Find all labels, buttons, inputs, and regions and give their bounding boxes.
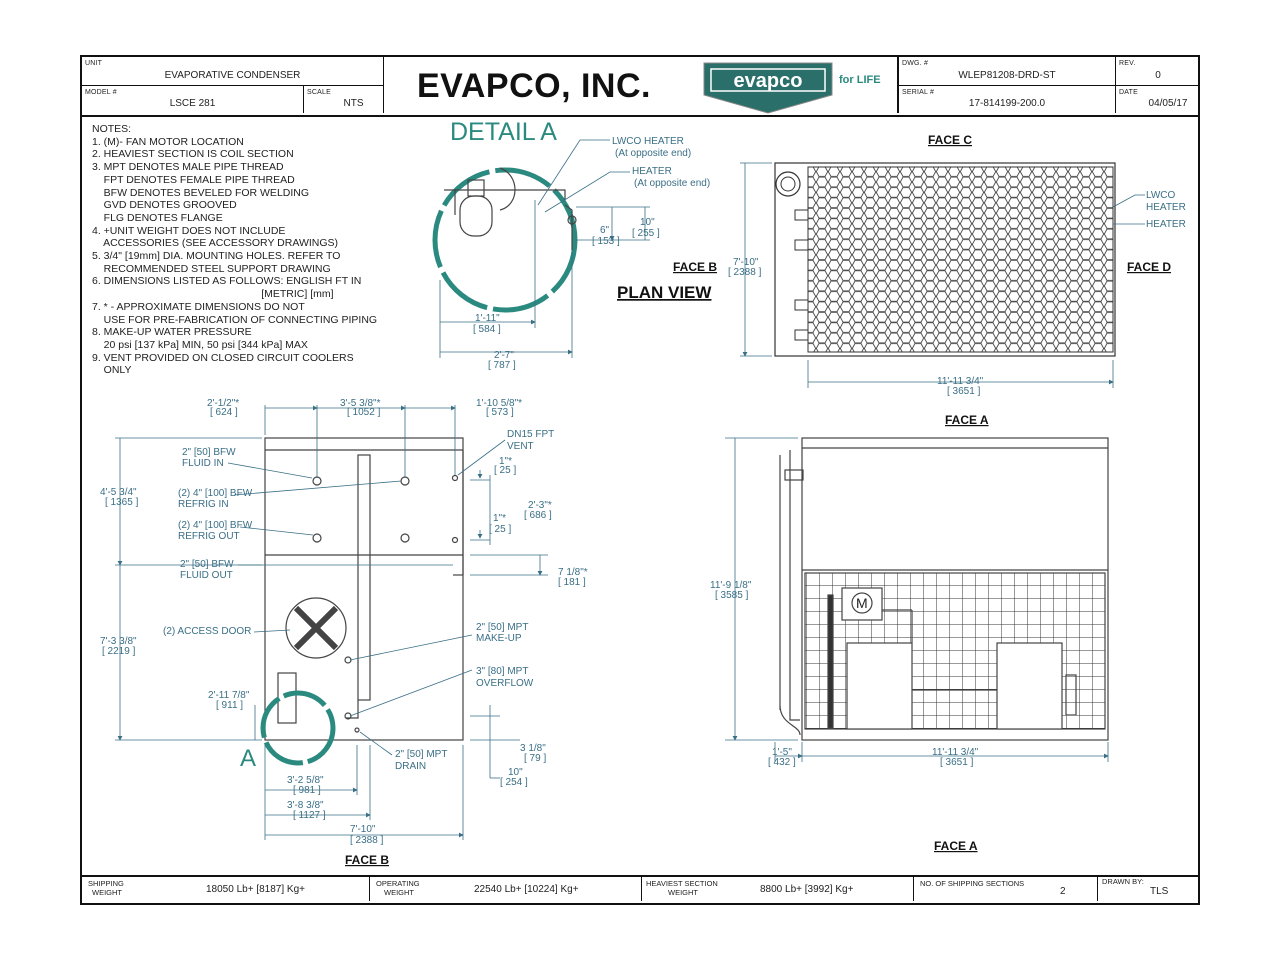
op-value: 22540 Lb+ [10224] Kg+ xyxy=(474,884,579,895)
fb-dim-1a: 1"* xyxy=(499,456,513,467)
fb-dim-3-8: 3'-8 3/8" xyxy=(287,800,324,811)
dim-6-mm: [ 153 ] xyxy=(592,236,620,247)
fb-dim-10: 10" xyxy=(508,767,523,778)
detail-a-title: DETAIL A xyxy=(450,118,557,146)
lwco-heater-label: LWCO HEATER xyxy=(612,136,684,147)
fa-dim-11-9-mm: [ 3585 ] xyxy=(715,590,749,601)
fb-dim-top3: 1'-10 5/8"* xyxy=(476,398,523,409)
fb-dim-4-5: 4'-5 3/4" xyxy=(100,487,137,498)
fa-dim-1-5-mm: [ 432 ] xyxy=(768,757,796,768)
fb-dim-7-1-8-mm: [ 181 ] xyxy=(558,577,586,588)
fb-dim-1b: 1"* xyxy=(493,513,507,524)
overflow-label-2: OVERFLOW xyxy=(476,678,534,689)
lwco-heater-sub: (At opposite end) xyxy=(615,148,692,159)
rev-value: 0 xyxy=(1155,70,1161,81)
vent-label-2: VENT xyxy=(507,441,534,452)
fb-dim-top1-mm: [ 624 ] xyxy=(210,407,238,418)
face-a-title: FACE A xyxy=(934,839,978,853)
model-value: LSCE 281 xyxy=(169,98,216,109)
heater-sub: (At opposite end) xyxy=(634,178,711,189)
drain-label: 2" [50] MPT xyxy=(395,749,448,760)
face-b-title: FACE B xyxy=(345,853,390,867)
serial-value: 17-814199-200.0 xyxy=(968,98,1046,109)
fb-dim-top2: 3'-5 3/8"* xyxy=(340,398,381,409)
scale-label: SCALE xyxy=(307,89,331,96)
fb-dim-3-8-mm: [ 1127 ] xyxy=(293,810,326,821)
fa-dim-11-9: 11'-9 1/8" xyxy=(710,580,752,591)
plan-view-title: PLAN VIEW xyxy=(617,283,712,302)
dim-2-7: 2'-7" xyxy=(494,350,514,361)
fb-dim-3-1-8: 3 1/8" xyxy=(520,743,546,754)
drawn-label: DRAWN BY: xyxy=(1102,877,1144,886)
fb-dim-7-3-mm: [ 2219 ] xyxy=(102,646,136,657)
fluid-out-label-2: FLUID OUT xyxy=(180,570,233,581)
dim-6: 6" xyxy=(600,225,610,236)
dim-1-11: 1'-11" xyxy=(475,313,500,324)
refrig-out-label-2: REFRIG OUT xyxy=(178,531,240,542)
notes-block: NOTES: 1. (M)- FAN MOTOR LOCATION 2. HEAVIEST SECTION IS COIL SECTION 3. MPT DENOTES MALE PIPE THREAD FPT DENOTES FEMALE PIPE THREAD BFW DENOTES BEVELED FOR WELDING GVD DENOTES GROOVED FLG DENOTES FLANGE 4. +UNIT WEIGHT DOES NOT INCLUDE ACCESSORIES (SEE ACCESSORY DRAWINGS) 5. 3/4" [19mm] DIA. MOUNTING HOLES. REFER TO RECOMMENDED STEEL SUPPORT DRAWING 6. DIMENSIONS LISTED AS FOLLOWS: ENGLISH FT IN [METRIC] [mm] 7. * - APPROXIMATE DIMENSIONS DO NOT USE FOR PRE-FABRICATION OF CONNECTING PIPING 8. MAKE-UP WATER PRESSURE 20 psi [137 kPa] MIN, 50 psi [344 kPa] MAX 9. VENT PROVIDED ON CLOSED CIRCUIT COOLERS ONLY xyxy=(92,123,378,377)
dim-1-11-mm: [ 584 ] xyxy=(473,324,501,335)
fb-dim-7-10: 7'-10" xyxy=(350,824,376,835)
face-b-view xyxy=(100,398,588,867)
heavy-label-2: WEIGHT xyxy=(668,888,698,897)
fb-dim-1a-mm: [ 25 ] xyxy=(494,465,517,476)
motor-marker: M xyxy=(856,595,868,611)
logo-text: evapco xyxy=(733,70,803,92)
dwg-label: DWG. # xyxy=(902,60,929,67)
makeup-label: 2" [50] MPT xyxy=(476,622,529,633)
fluid-in-label-2: FLUID IN xyxy=(182,458,224,469)
date-label: DATE xyxy=(1119,89,1138,96)
fb-dim-2-11: 2'-11 7/8" xyxy=(208,690,250,701)
fb-dim-2-3: 2'-3"* xyxy=(528,500,552,511)
ship-value: 18050 Lb+ [8187] Kg+ xyxy=(206,884,305,895)
fb-dim-3-2-mm: [ 981 ] xyxy=(293,785,321,796)
company-name: EVAPCO, INC. xyxy=(417,67,651,105)
fb-dim-7-10-mm: [ 2388 ] xyxy=(350,835,384,846)
model-label: MODEL # xyxy=(85,89,117,96)
heavy-value: 8800 Lb+ [3992] Kg+ xyxy=(760,884,854,895)
fa-dim-11-11-mm: [ 3651 ] xyxy=(940,757,974,768)
fa-dim-1-5: 1'-5" xyxy=(772,747,792,758)
plan-face-c: FACE C xyxy=(928,133,973,147)
refrig-out-label: (2) 4" [100] BFW xyxy=(178,520,253,531)
dwg-value: WLEP81208-DRD-ST xyxy=(958,70,1056,81)
fb-dim-1b-mm: [ 25 ] xyxy=(489,524,512,535)
unit-label: UNIT xyxy=(85,60,103,67)
fb-dim-top2-mm: [ 1052 ] xyxy=(347,407,381,418)
face-a-view xyxy=(710,438,1108,853)
serial-label: SERIAL # xyxy=(902,89,935,96)
fluid-out-label: 2" [50] BFW xyxy=(180,559,234,570)
sections-label: NO. OF SHIPPING SECTIONS xyxy=(920,879,1025,888)
fa-dim-11-11: 11'-11 3/4" xyxy=(932,747,979,758)
op-label-1: OPERATING xyxy=(376,879,420,888)
fluid-in-label: 2" [50] BFW xyxy=(182,447,236,458)
fb-dim-top3-mm: [ 573 ] xyxy=(486,407,514,418)
dim-10: 10" xyxy=(640,217,655,228)
op-label-2: WEIGHT xyxy=(384,888,414,897)
vent-label: DN15 FPT xyxy=(507,429,555,440)
sections-value: 2 xyxy=(1060,886,1066,897)
ship-label-1: SHIPPING xyxy=(88,879,124,888)
access-door-label: (2) ACCESS DOOR xyxy=(163,626,252,637)
detail-a xyxy=(435,118,710,371)
scale-value: NTS xyxy=(343,98,364,109)
fb-dim-2-3-mm: [ 686 ] xyxy=(524,510,552,521)
fb-dim-3-1-8-mm: [ 79 ] xyxy=(524,753,547,764)
face-b-marker: A xyxy=(240,745,257,772)
plan-face-b: FACE B xyxy=(673,260,718,274)
plan-lwco: LWCO xyxy=(1146,190,1176,201)
heater-label: HEATER xyxy=(632,166,672,177)
overflow-label: 3" [80] MPT xyxy=(476,666,529,677)
fb-dim-10-mm: [ 254 ] xyxy=(500,777,528,788)
makeup-label-2: MAKE-UP xyxy=(476,633,522,644)
plan-heater-2: HEATER xyxy=(1146,219,1186,230)
fb-dim-7-1-8: 7 1/8"* xyxy=(558,567,588,578)
unit-value: EVAPORATIVE CONDENSER xyxy=(164,70,301,81)
plan-face-a: FACE A xyxy=(945,413,989,427)
rev-label: REV. xyxy=(1119,60,1136,67)
date-value: 04/05/17 xyxy=(1148,98,1188,109)
plan-face-d: FACE D xyxy=(1127,260,1172,274)
plan-dim-7-10: 7'-10" xyxy=(733,257,759,268)
plan-heater-1: HEATER xyxy=(1146,202,1186,213)
fb-dim-7-3: 7'-3 3/8" xyxy=(100,636,137,647)
plan-dim-11-11: 11'-11 3/4" xyxy=(937,376,984,387)
dim-2-7-mm: [ 787 ] xyxy=(488,360,516,371)
fb-dim-2-11-mm: [ 911 ] xyxy=(216,700,244,711)
refrig-in-label-2: REFRIG IN xyxy=(178,499,229,510)
logo-tagline: for LIFE xyxy=(839,74,881,86)
fb-dim-3-2: 3'-2 5/8" xyxy=(287,775,324,786)
refrig-in-label: (2) 4" [100] BFW xyxy=(178,488,253,499)
ship-label-2: WEIGHT xyxy=(92,888,122,897)
plan-dim-7-10-mm: [ 2388 ] xyxy=(728,267,762,278)
fb-dim-4-5-mm: [ 1365 ] xyxy=(105,497,139,508)
fb-dim-top1: 2'-1/2"* xyxy=(207,398,240,409)
heavy-label-1: HEAVIEST SECTION xyxy=(646,879,718,888)
dim-10-mm: [ 255 ] xyxy=(632,228,660,239)
drawn-value: TLS xyxy=(1150,886,1169,897)
drain-label-2: DRAIN xyxy=(395,761,427,772)
plan-dim-11-11-mm: [ 3651 ] xyxy=(947,386,981,397)
